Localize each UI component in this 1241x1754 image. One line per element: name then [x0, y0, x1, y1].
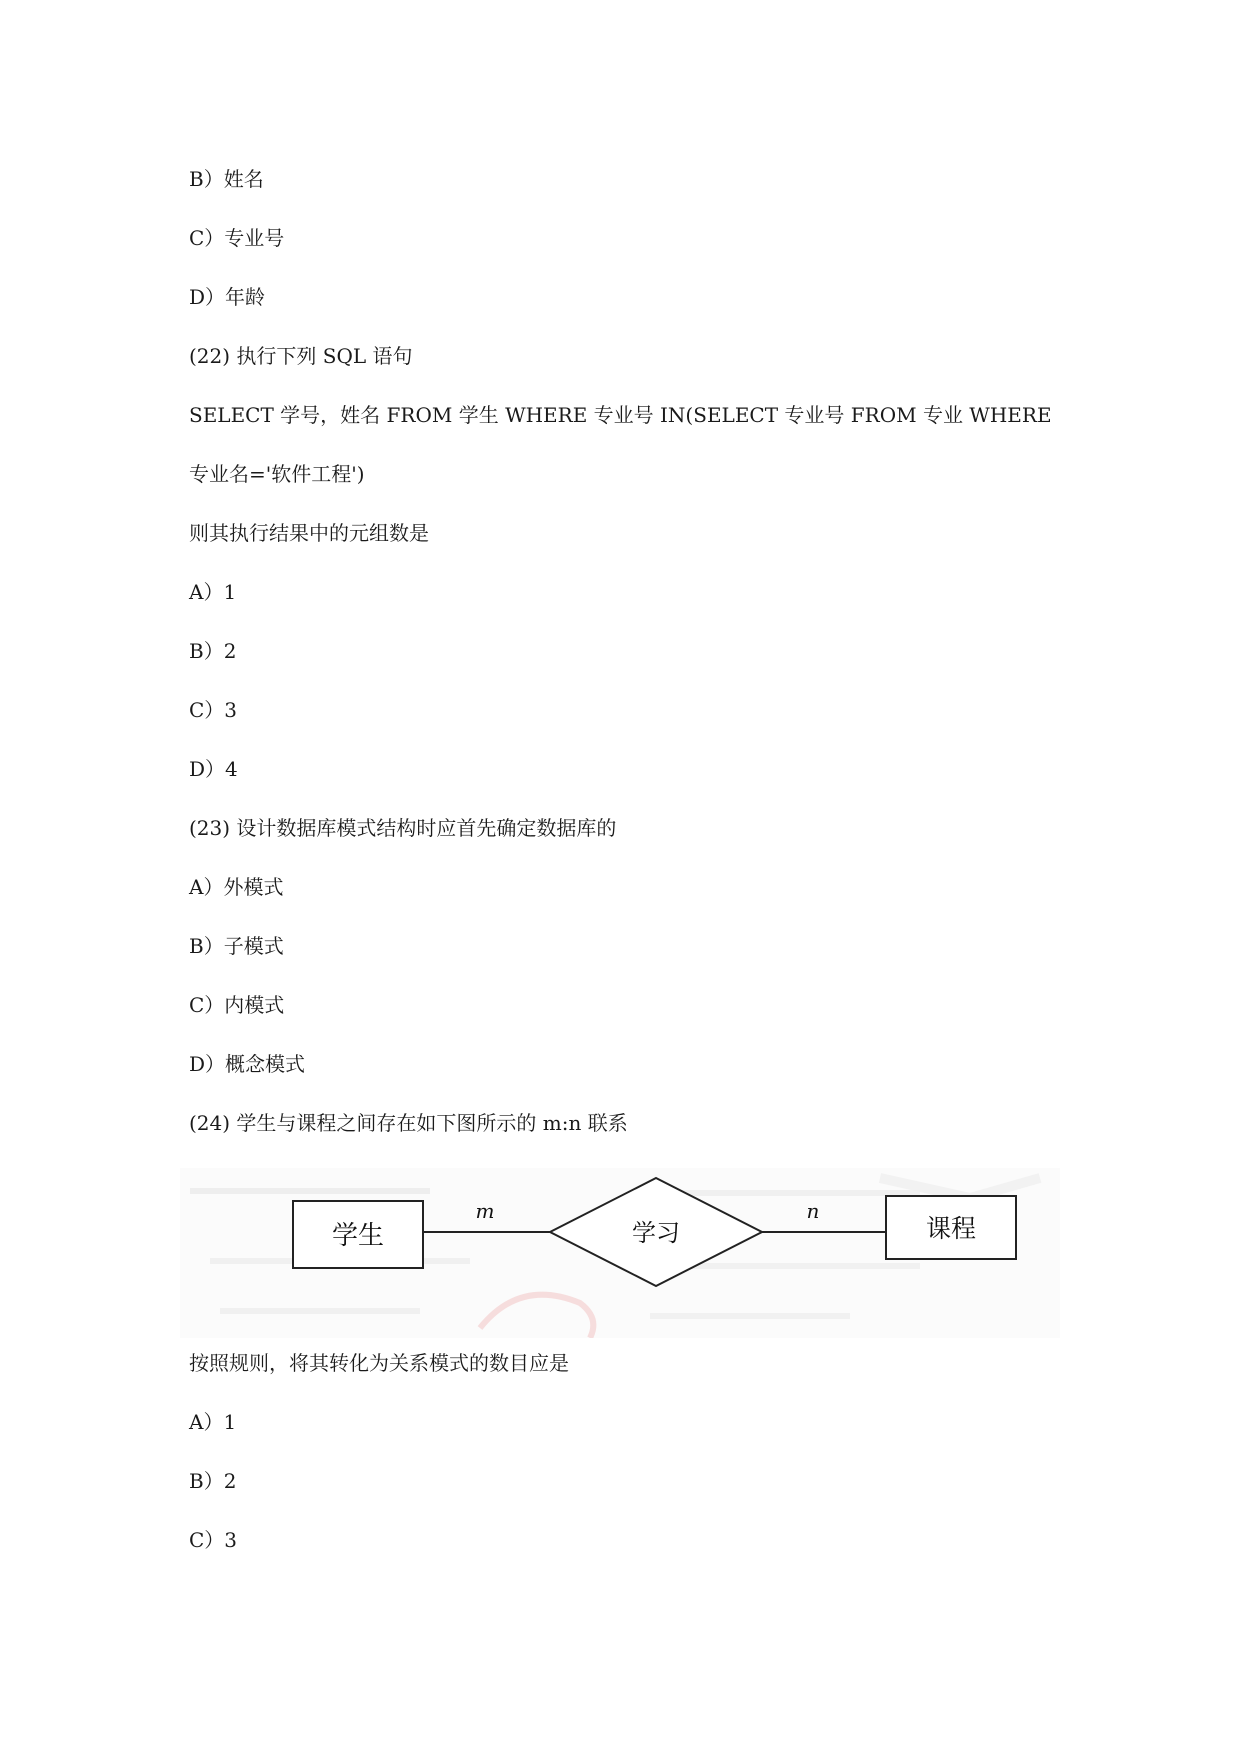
question-23: (23) 设计数据库模式结构时应首先确定数据库的	[189, 816, 617, 840]
option-c-q22: C）3	[189, 698, 238, 722]
cardinality-left: m	[475, 1199, 495, 1223]
option-c-q21: C）专业号	[189, 226, 285, 250]
er-diagram	[180, 1168, 1060, 1338]
option-b-q23: B）子模式	[189, 934, 284, 958]
sql-statement-line-1: SELECT 学号，姓名 FROM 学生 WHERE 专业号 IN(SELECT 专业号 FROM 专业 WHERE	[189, 403, 1052, 427]
option-a-q23: A）外模式	[189, 875, 284, 899]
relationship-label: 学习	[632, 1219, 680, 1247]
option-a-q22: A）1	[189, 580, 237, 604]
entity-label-right: 课程	[925, 1214, 977, 1243]
option-d-q23: D）概念模式	[189, 1052, 306, 1076]
option-c-q24: C）3	[189, 1528, 238, 1552]
entity-label-left: 学生	[331, 1221, 385, 1251]
option-b-q24: B）2	[189, 1469, 237, 1493]
option-a-q24: A）1	[189, 1410, 237, 1434]
sql-statement-line-2: 专业名='软件工程')	[189, 462, 365, 486]
option-c-q23: C）内模式	[189, 993, 285, 1017]
question-22-prompt: 则其执行结果中的元组数是	[189, 521, 429, 545]
cardinality-right: n	[806, 1199, 820, 1223]
option-b-q21: B）姓名	[189, 167, 264, 191]
question-24: (24) 学生与课程之间存在如下图所示的 m:n 联系	[189, 1111, 628, 1135]
question-22: (22) 执行下列 SQL 语句	[189, 344, 413, 368]
option-d-q22: D）4	[189, 757, 238, 781]
option-b-q22: B）2	[189, 639, 237, 663]
question-24-prompt: 按照规则，将其转化为关系模式的数目应是	[189, 1351, 569, 1375]
option-d-q21: D）年龄	[189, 285, 266, 309]
